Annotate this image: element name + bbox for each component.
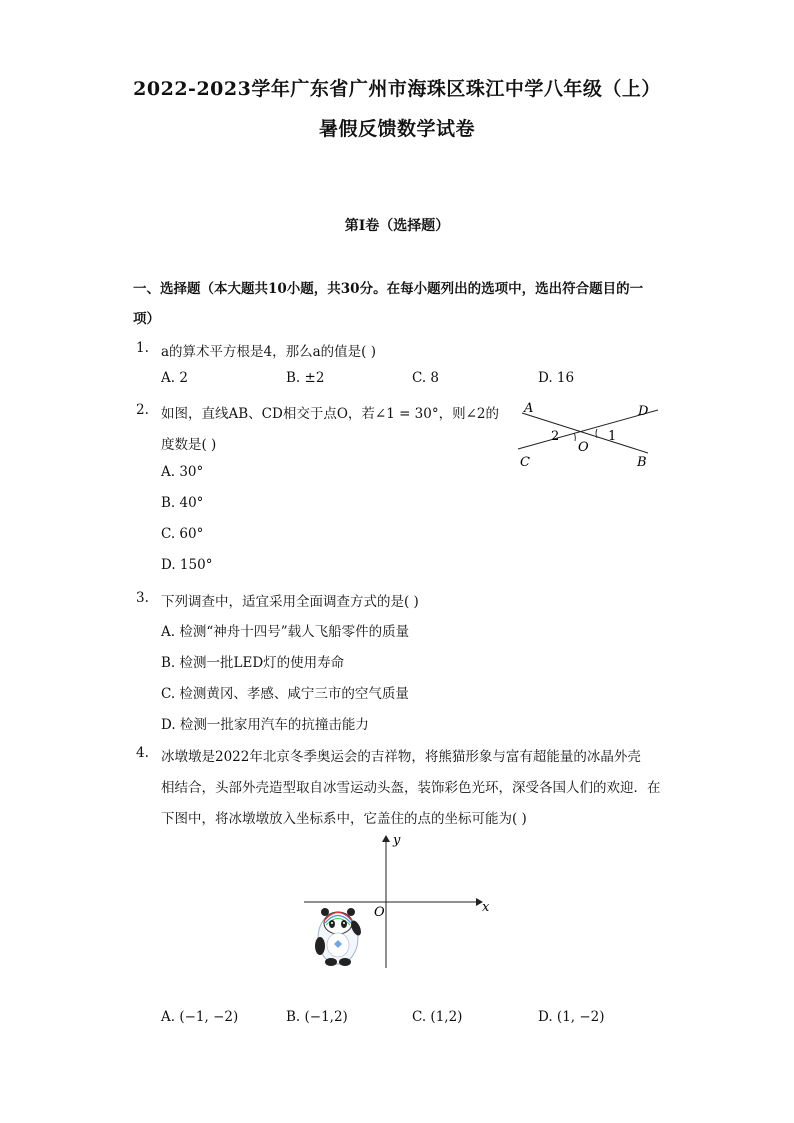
- q1-option-c: C. 8: [412, 370, 440, 386]
- label-c: C: [520, 455, 530, 470]
- label-angle2: 2: [551, 429, 560, 444]
- q3-number: 3.: [136, 590, 149, 606]
- q4-option-b: B. (−1,2): [286, 1009, 348, 1025]
- intersecting-lines-figure: [508, 398, 668, 474]
- q2-stem-line2: 度数是( ): [161, 437, 217, 453]
- bing-dwen-dwen-mascot-icon: [315, 908, 363, 966]
- q4-option-a: A. (−1, −2): [161, 1009, 239, 1025]
- origin-label: O: [374, 905, 385, 920]
- q4-option-d: D. (1, −2): [538, 1009, 605, 1025]
- q4-stem-line2: 相结合，头部外壳造型取自冰雪运动头盔，装饰彩色光环，深受各国人们的欢迎．在: [161, 780, 661, 796]
- q3-option-c: C. 检测黄冈、孝感、咸宁三市的空气质量: [161, 686, 409, 702]
- q1-stem: a的算术平方根是4，那么a的值是( ): [161, 344, 377, 360]
- q1-option-b: B. ±2: [286, 370, 325, 386]
- label-o: O: [578, 440, 589, 455]
- q3-option-d: D. 检测一批家用汽车的抗撞击能力: [161, 717, 369, 733]
- q2-number: 2.: [136, 402, 149, 418]
- q1-option-d: D. 16: [538, 370, 575, 386]
- q4-stem-line3: 下图中，将冰墩墩放入坐标系中，它盖住的点的坐标可能为( ): [161, 811, 527, 827]
- label-d: D: [638, 404, 649, 419]
- q3-option-a: A. 检测“神舟十四号”载人飞船零件的质量: [161, 624, 410, 640]
- q1-number: 1.: [136, 340, 149, 356]
- label-angle1: 1: [608, 429, 617, 444]
- angle2-arc: [574, 433, 575, 441]
- q3-stem: 下列调查中，适宜采用全面调查方式的是( ): [161, 594, 419, 610]
- y-axis-label: y: [393, 833, 401, 848]
- x-axis-label: x: [482, 900, 490, 915]
- q2-option-b: B. 40°: [161, 495, 204, 511]
- q4-number: 4.: [136, 745, 149, 761]
- q2-option-d: D. 150°: [161, 557, 213, 573]
- q2-option-c: C. 60°: [161, 526, 204, 542]
- part1-heading-line2: 项）: [133, 311, 160, 327]
- part1-heading-line1: 一、选择题（本大题共10小题，共30分。在每小题列出的选项中，选出符合题目的一: [133, 281, 644, 297]
- exam-title-line2: 暑假反馈数学试卷: [318, 118, 475, 140]
- angle1-arc: [596, 429, 597, 438]
- q4-option-c: C. (1,2): [412, 1009, 463, 1025]
- q2-stem-line1: 如图，直线AB、CD相交于点O，若∠1 = 30°，则∠2的: [161, 406, 500, 422]
- label-a: A: [524, 401, 534, 416]
- q2-option-a: A. 30°: [161, 464, 204, 480]
- label-b: B: [637, 455, 647, 470]
- coordinate-system-figure: [298, 828, 498, 978]
- q3-option-b: B. 检测一批LED灯的使用寿命: [161, 655, 345, 671]
- q4-stem-line1: 冰墩墩是2022年北京冬季奥运会的吉祥物，将熊猫形象与富有超能量的冰晶外壳: [161, 749, 641, 765]
- section-title: 第I卷（选择题）: [344, 218, 450, 234]
- exam-title-line1: 2022-2023学年广东省广州市海珠区珠江中学八年级（上）: [133, 78, 661, 100]
- q1-option-a: A. 2: [161, 370, 188, 386]
